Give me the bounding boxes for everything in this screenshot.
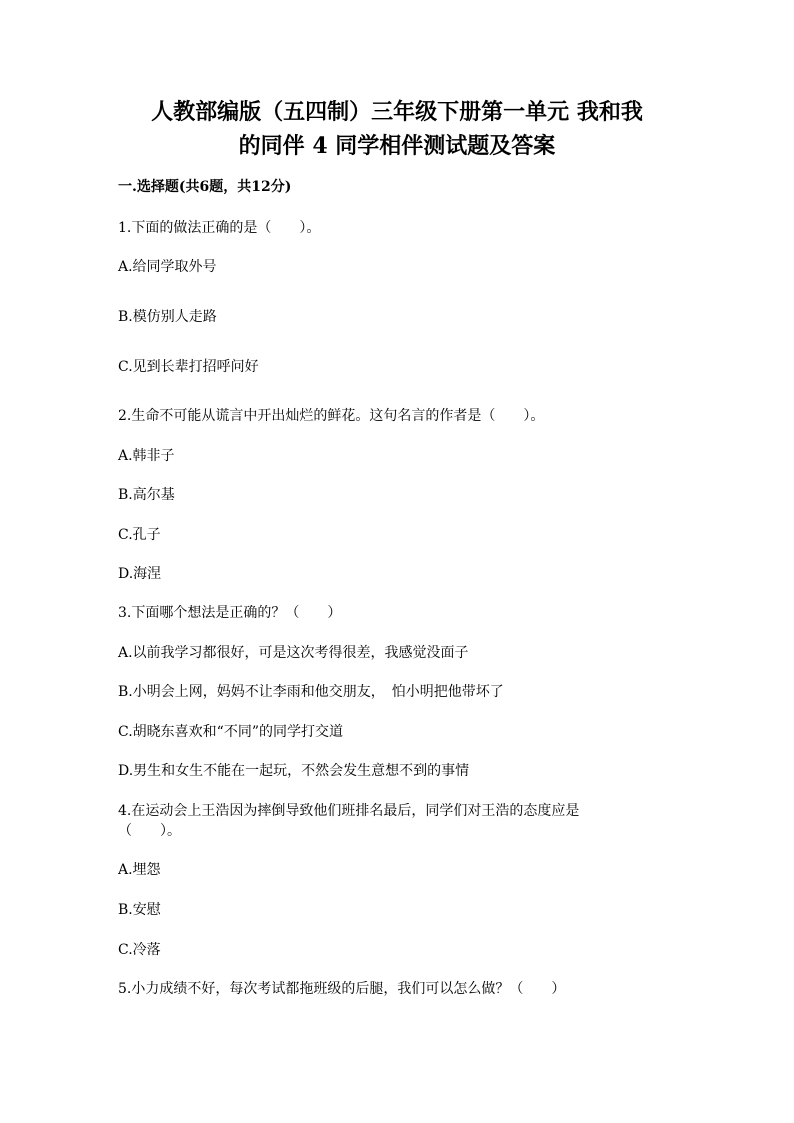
question-2-option-d: D.海涅	[118, 566, 162, 582]
question-4-stem-line-2: （ ）。	[118, 823, 181, 839]
question-3-option-d: D.男生和女生不能在一起玩，不然会发生意想不到的事情	[118, 763, 470, 779]
document-title-line-2: 的同伴 4 同学相伴测试题及答案	[238, 133, 556, 159]
question-4-option-a: A.埋怨	[118, 862, 161, 878]
question-2-option-c: C.孔子	[118, 527, 161, 543]
question-3-stem: 3.下面哪个想法是正确的？（ ）	[118, 605, 342, 621]
question-1-option-c: C.见到长辈打招呼问好	[118, 359, 259, 375]
question-1-option-b: B.模仿别人走路	[118, 309, 217, 325]
question-4-option-b: B.安慰	[118, 902, 161, 918]
question-5-stem: 5.小力成绩不好，每次考试都拖班级的后腿，我们可以怎么做？（ ）	[118, 981, 566, 997]
question-1-option-a: A.给同学取外号	[118, 259, 217, 275]
question-3-option-b: B.小明会上网，妈妈不让李雨和他交朋友， 怕小明把他带坏了	[118, 684, 504, 700]
question-4-option-c: C.冷落	[118, 942, 161, 958]
question-2-stem: 2.生命不可能从谎言中开出灿烂的鲜花。这句名言的作者是（ ）。	[118, 408, 545, 424]
question-2-option-a: A.韩非子	[118, 448, 175, 464]
question-3-option-a: A.以前我学习都很好，可是这次考得很差，我感觉没面子	[118, 645, 469, 661]
question-1-stem: 1.下面的做法正确的是（ ）。	[118, 220, 321, 236]
document-title-line-1: 人教部编版（五四制）三年级下册第一单元 我和我	[151, 99, 643, 125]
question-4-stem-line-1: 4.在运动会上王浩因为摔倒导致他们班排名最后，同学们对王浩的态度应是	[118, 803, 580, 819]
section-header: 一.选择题(共6题，共12分)	[118, 179, 292, 195]
question-2-option-b: B.高尔基	[118, 487, 175, 503]
question-3-option-c: C.胡晓东喜欢和“不同”的同学打交道	[118, 724, 343, 740]
